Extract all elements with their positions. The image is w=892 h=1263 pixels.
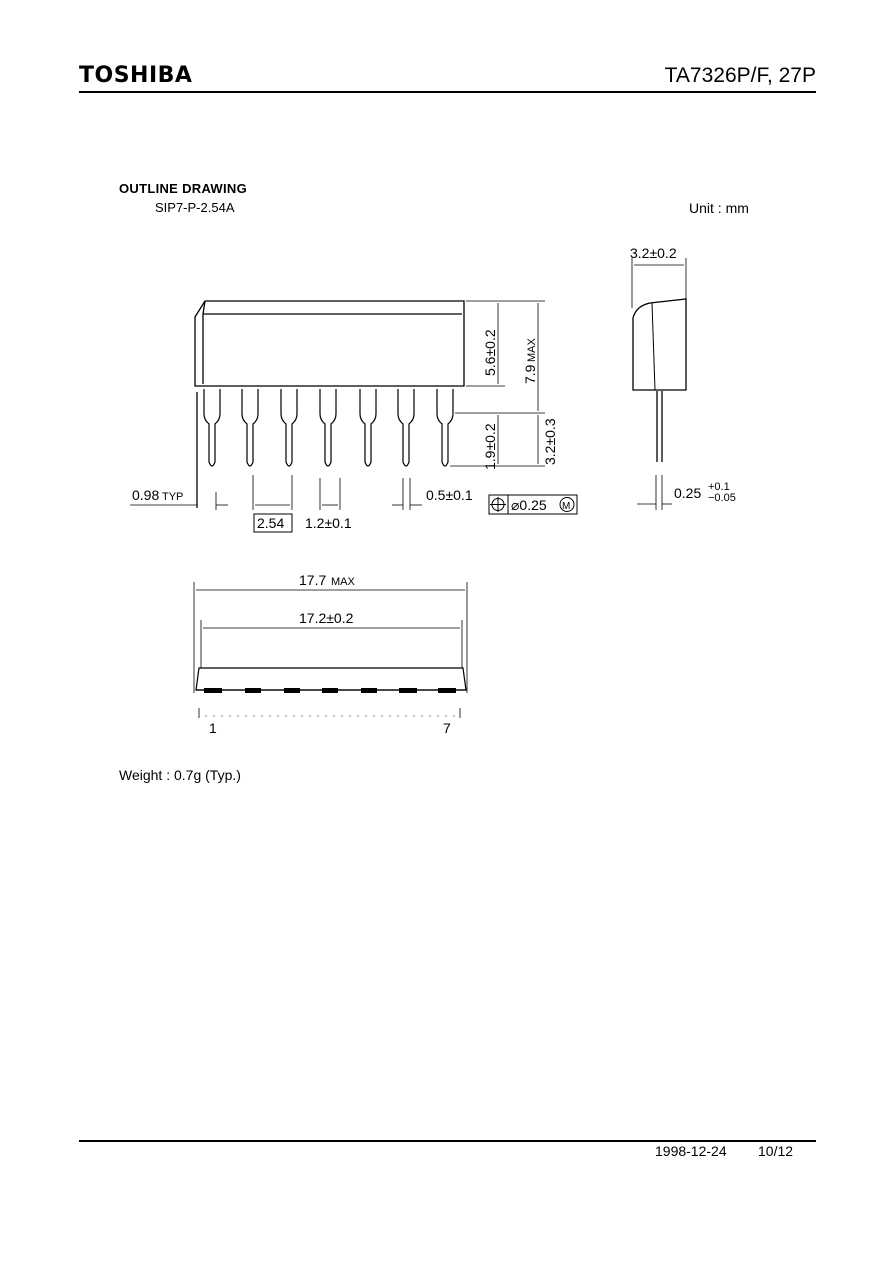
weight-note: Weight : 0.7g (Typ.)	[119, 767, 241, 783]
dim-lead-length-b: 3.2±0.3	[542, 418, 558, 465]
dim-total-height-suffix: MAX	[526, 338, 538, 362]
pad-4	[322, 688, 338, 693]
dim-total-height-value: 7.9	[522, 364, 538, 384]
leads	[204, 389, 453, 466]
pad-6	[399, 688, 417, 693]
pad-1	[204, 688, 222, 693]
brand-logo: TOSHIBA	[79, 63, 193, 88]
dim-side-width: 3.2±0.2	[630, 245, 677, 261]
dim-lead-shoulder-width: 1.2±0.1	[305, 515, 352, 531]
bottom-body	[196, 668, 466, 690]
footer-page-number: 10/12	[758, 1143, 794, 1159]
dim-typ-value: 0.98	[132, 487, 160, 503]
front-view	[130, 301, 577, 532]
lead-2	[242, 389, 258, 466]
lead-6	[398, 389, 414, 466]
package-code: SIP7-P-2.54A	[155, 200, 235, 215]
footer-date: 1998-12-24	[655, 1143, 727, 1159]
bottom-view	[194, 582, 467, 718]
dim-pitch: 2.54	[257, 515, 285, 531]
dim-lead-thickness-plus: +0.1	[708, 481, 730, 493]
dim-body-length: 17.2±0.2	[299, 610, 354, 626]
dim-lead-thickness: 0.25	[674, 485, 702, 501]
side-view	[632, 258, 686, 510]
footer-rule	[79, 1140, 816, 1142]
dim-lead-width: 0.5±0.1	[426, 487, 473, 503]
pin-1-label: 1	[209, 720, 217, 736]
lead-1	[204, 389, 220, 466]
lead-7	[437, 389, 453, 466]
part-number: TA7326P/F, 27P	[664, 64, 816, 87]
dim-lead-thickness-minus: −0.05	[708, 492, 736, 504]
lead-5	[360, 389, 376, 466]
section-title: OUTLINE DRAWING	[119, 181, 247, 196]
dim-overall-length-value: 17.7	[299, 572, 327, 588]
dim-total-height	[522, 338, 538, 385]
dim-body-height: 5.6±0.2	[482, 329, 498, 376]
dim-typ-suffix: TYP	[162, 491, 184, 503]
pad-5	[361, 688, 377, 693]
mmc-symbol: M	[562, 501, 571, 512]
dim-lead-length-a: 1.9±0.2	[482, 423, 498, 470]
unit-label: Unit : mm	[689, 200, 749, 216]
pad-2	[245, 688, 261, 693]
pad-7	[438, 688, 456, 693]
dim-position-tolerance: ⌀0.25	[511, 497, 547, 513]
lead-4	[320, 389, 336, 466]
pin-7-label: 7	[443, 720, 451, 736]
pad-3	[284, 688, 300, 693]
side-body	[633, 299, 686, 390]
dim-overall-length-suffix: MAX	[331, 576, 355, 588]
lead-3	[281, 389, 297, 466]
